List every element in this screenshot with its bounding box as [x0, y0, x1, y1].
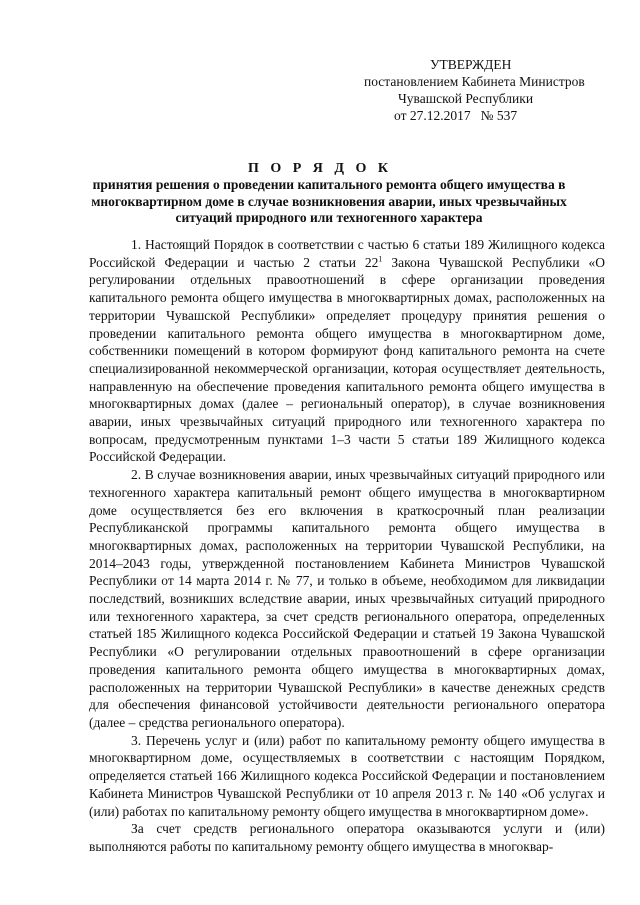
paragraph-4: За счет средств регионального оператора оказываются услуги и (или) выполняются работы по капитальному ремонту общего имущества в многоквар-	[89, 821, 605, 854]
approval-stamp	[356, 56, 626, 124]
approval-heading: УТВЕРЖДЕН	[430, 57, 512, 72]
approval-issuer: постановлением Кабинета Министров	[364, 74, 585, 89]
document-body	[89, 236, 605, 856]
document-subtitle: принятия решения о проведении капитального ремонта общего имущества в многоквартирном доме в случае возникновения аварии, иных чрезвычайных ситуаций природного или техногенного характера	[91, 177, 567, 225]
paragraph-1-text-b: Закона Чувашской Республики «О регулировании отдельных правоотношений в сфере организации проведения капитального ремонта общего имущества в многоквартирных домах, расположенных на территории Чувашской Республики» определяет процедуру принятия решения о проведении капитального ремонта общего имущества в многоквартирном доме, собственники помещений в котором формируют фонд капитального ремонта на счете специализированной некоммерческой организации, которая осуществляет деятельность, направленную на обеспечение проведения капитального ремонта общего имущества в многоквартирных домах (далее – региональный оператор), в случае возникновения аварии, иных чрезвычайных ситуаций природного или техногенного характера по вопросам, предусмотренным пунктами 1–3 части 5 статьи 189 Жилищного кодекса Российской Федерации.	[89, 254, 605, 465]
paragraph-1	[89, 236, 605, 466]
approval-number: № 537	[480, 108, 518, 123]
paragraph-2: 2. В случае возникновения аварии, иных чрезвычайных ситуаций природного или техногенного характера капитальный ремонт общего имущества в многоквартирном доме осуществляется без его включения в краткосрочный план реализации Республиканской программы капитального ремонта общего имущества в многоквартирных домах, расположенных на территории Чувашской Республики, на 2014–2043 годы, утвержденной постановлением Кабинета Министров Чувашской Республики от 14 марта 2014 г. № 77, и только в объеме, необходимом для ликвидации последствий, возникших вследствие аварии, иных чрезвычайных ситуаций природного или техногенного характера, за счет средств регионального оператора, определенных статьей 185 Жилищного кодекса Российской Федерации и статьей 19 Закона Чувашской Республики «О регулировании отдельных правоотношений в сфере организации проведения капитального ремонта общего имущества в многоквартирных домах, расположенных на территории Чувашской Республики» в качестве денежных средств для обеспечения финансовой устойчивости деятельности регионального оператора (далее – средства регионального оператора).	[89, 467, 605, 730]
paragraph-1-superscript: 1	[378, 254, 383, 264]
paragraph-1-text-a: 1. Настоящий Порядок в соответствии с частью 6 статьи 189 Жилищного кодекса Российской Федерации и частью 2 статьи 22	[89, 237, 605, 270]
approval-date-number	[356, 107, 626, 124]
document-title: П О Р Я Д О К	[247, 161, 393, 176]
approval-region: Чувашской Республики	[398, 91, 534, 106]
paragraph-3: 3. Перечень услуг и (или) работ по капитальному ремонту общего имущества в многоквартирном доме, осуществляемых в соответствии с настоящим Порядком, определяется статьей 166 Жилищного кодекса Российской Федерации и постановлением Кабинета Министров Чувашской Республики от 10 апреля 2013 г. № 140 «Об услугах и (или) работах по капитальному ремонту общего имущества в многоквартирном доме».	[89, 732, 605, 819]
approval-date: от 27.12.2017	[394, 108, 471, 123]
